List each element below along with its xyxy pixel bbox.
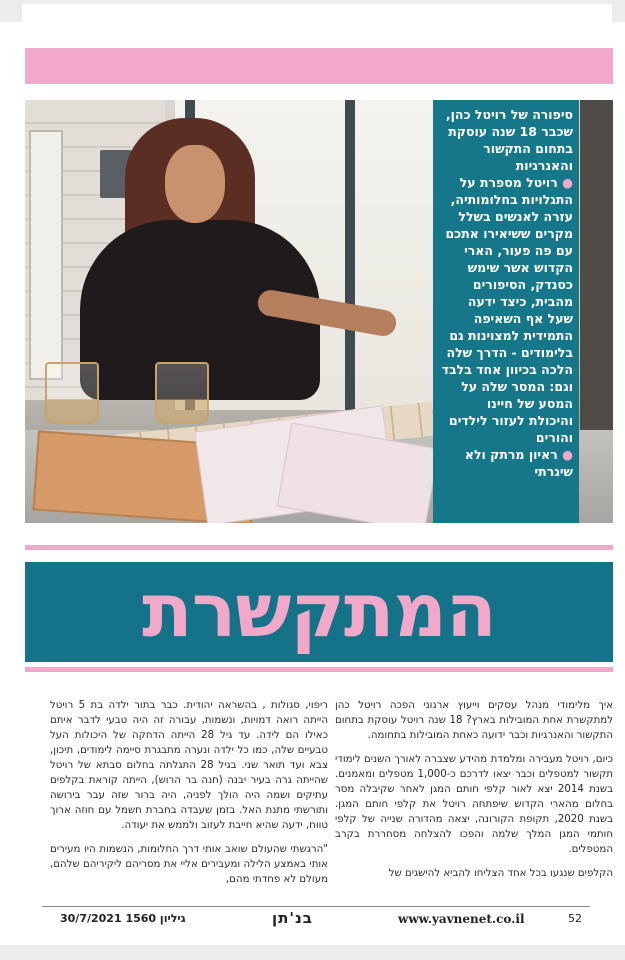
caption-bullet-text: רויטל מספרת על התגלויות בחלומותיה, עזרה לאנשים בשלל מקרים ששיאירו אתכם עם פה פעור, הארי הקדוש אשר שימש כסנדק, הסיפורים מהבית, כיצד ידעה שעל אף השאיפה התמידית למצוינות גם בלימודים - הדרך שלה הלכה בכיוון אחד בלבד וגם: המסר שלה על המסע של חיינו והיכולת לעזור לילדים והורים: [441, 175, 573, 445]
caption-bullet: [439, 174, 573, 446]
photo-door: [29, 130, 63, 380]
photo-woman-face: [165, 145, 225, 223]
footer-issue-number: גיליון 1560: [125, 912, 186, 925]
article-column-left: [50, 698, 328, 898]
article-column-right: [335, 698, 613, 898]
bottom-screen-band: [0, 945, 625, 960]
headline-band: [25, 562, 613, 662]
footer-date: 30/7/2021: [60, 912, 122, 925]
article-paragraph: "הרגשתי שהעולם שואב אותי דרך החלומות, הנשמות היו מעירים אותי באמצע הלילה ומעבירים אליי את מסריהם ליקיריהם שלהם, מעולם לא פחדתי מהם,: [50, 844, 328, 885]
footer-logo: בנ'תן: [272, 909, 313, 927]
headline: המתקשרת: [142, 568, 496, 654]
article-paragraph: איך מלימודי מנהל עסקים וייעוץ ארגוני הפכה רויטל כהן למתקשרת אחת המובילות בארץ? 18 שנה רויטל עוסקת בתחום התקשור והאנרגיות וכבר ידועה כאחת המובילות בתחומה.: [335, 700, 613, 741]
bullet-icon: ●: [562, 175, 573, 190]
top-screen-band: [0, 0, 625, 22]
page-number: 52: [568, 912, 582, 925]
top-pink-bar: [25, 48, 613, 84]
bullet-icon: ●: [562, 447, 573, 462]
footer-issue: [60, 912, 186, 932]
article-paragraph: הקלפים שנגעו בכל אחד הצליחו להביא להישגים של: [388, 868, 613, 879]
caption-intro: סיפורה של רויטל כהן, שכבר 18 שנה עוסקת בתחום התקשור והאנרגיות: [445, 107, 573, 173]
photo-glass: [155, 362, 209, 424]
divider-pink: [25, 667, 613, 672]
photo-window-mullion: [345, 100, 355, 410]
footer-website: www.yavnenet.co.il: [398, 912, 525, 926]
top-screen-band-inner: [22, 4, 612, 22]
divider-pink: [25, 545, 613, 550]
article-paragraph: ריפוי, סגולות , בהשראה יהודית. כבר בתור ילדה בת 5 רויטל הייתה רואה דמויות, ונשמות, עבורה זה היה טבעי לדבר איתם כאילו הם לידה. עד גיל 28 הייתה הדחקה של היכולות העל טבעיים שלה, כמו כל ילדה ונערה מתבגרת סיימה לימודים, תיכון, צבא ועד תואר שני. בגיל 28 התגלתה בחלום סבתא של רויטל שהייתה גרה בעיר יבנה (חנה בר הרוש), הייתה קוראת בקלפים עתיקים ושמה היה הולך לפניה, היה ברור שזה עבר בירושה ותורשתי מתנת האל. בזמן שעבדה בחברת חשמל עם חוזה ארוך טווח, ידעה שהיא חייבת לעזוב ולממש את יעודה.: [50, 700, 328, 831]
article-paragraph: כיום, רויטל מעבירה ומלמדת מהידע שצברה לאורך השנים לימודי תקשור למטפלים וכבר יצאו לדרכם כ-1,000 מטפלים ומאמנים. בשנת 2014 יצא לאור קלפי חותם המגן לאחר שקיבלה מסר בחלום מהארי הקדוש שיפתחה רויטל את קלפי חותם המגן. בשנת 2020, תקופת הקורונה, יצאה מהדורה שנייה של קלפי חותמי המגן המלך שלמה והפכו להצלחה מסחררת בקרב המטפלים.: [335, 754, 613, 855]
footer-divider: [42, 906, 590, 907]
photo-glass: [45, 362, 99, 424]
caption-bullet: [439, 446, 573, 480]
photo-caption-box: [433, 100, 579, 523]
caption-bullet-text: ראיון מרתק ולא שיגרתי: [464, 447, 573, 479]
